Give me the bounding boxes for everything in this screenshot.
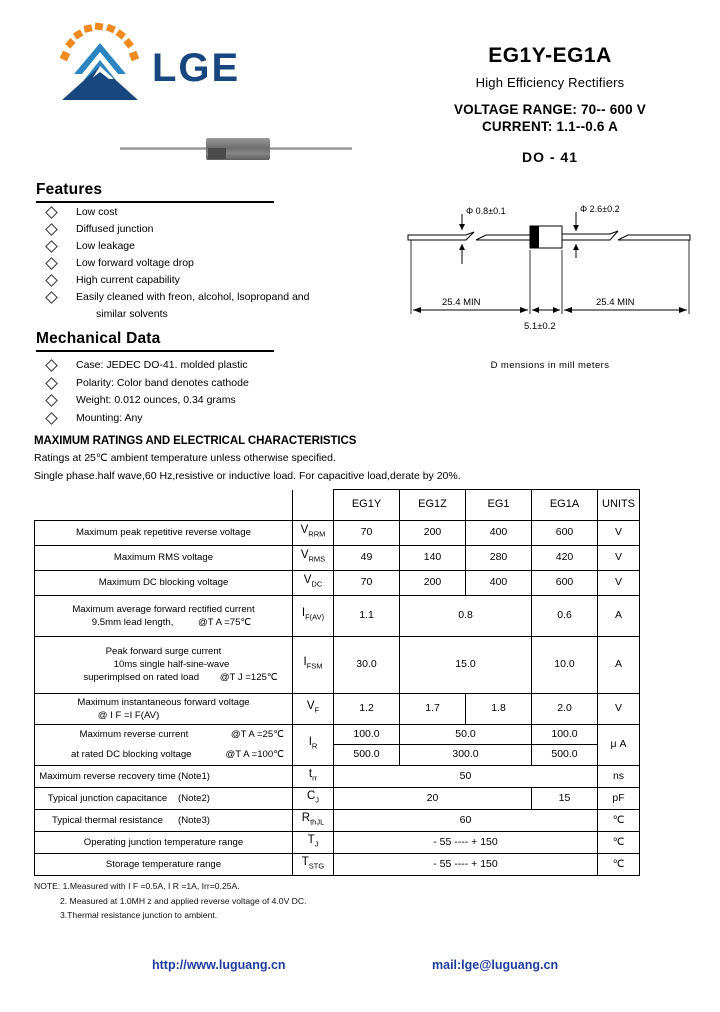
row-desc: Maximum DC blocking voltage: [35, 570, 293, 595]
row-value: 1.2: [334, 693, 400, 724]
table-row: [35, 831, 640, 853]
diamond-bullet-icon: [45, 223, 58, 236]
dim-lead-diameter-label: Φ 0.8±0.1: [466, 206, 506, 216]
row-value: 300.0: [400, 745, 532, 766]
row-value: 0.6: [532, 595, 598, 636]
row-unit: ℃: [598, 809, 640, 831]
row-unit: μ A: [598, 724, 640, 765]
diamond-bullet-icon: [45, 274, 58, 287]
features-heading-rule: [36, 201, 274, 204]
list-item: Low leakage: [36, 238, 366, 255]
row-value: 200: [400, 570, 466, 595]
table-row: [35, 853, 640, 875]
dim-left-lead-length-label: 25.4 MIN: [442, 297, 481, 308]
row-value: 400: [466, 520, 532, 545]
header-title-block: [400, 44, 700, 165]
diamond-bullet-icon: [45, 412, 58, 425]
diode-cathode-band: [208, 148, 226, 159]
row-value: 600: [532, 570, 598, 595]
row-value: 49: [334, 545, 400, 570]
row-symbol: $V_F$: [293, 693, 334, 724]
row-value: 15.0: [400, 636, 532, 693]
row-desc: at rated DC blocking voltage @T A =100℃: [35, 745, 293, 766]
row-desc: Maximum peak repetitive reverse voltage: [35, 520, 293, 545]
table-row: [35, 765, 640, 787]
row-unit: V: [598, 693, 640, 724]
features-heading: Features: [36, 181, 276, 202]
row-value: 1.1: [334, 595, 400, 636]
table-row: [35, 570, 640, 595]
row-symbol: $C_J$: [293, 787, 334, 809]
row-unit: A: [598, 636, 640, 693]
table-row: [35, 693, 640, 724]
ratings-condition-line-2: Single phase.half wave,60 Hz,resistive or inductive load. For capacitive load,derate by 20%.: [34, 470, 461, 482]
row-unit: pF: [598, 787, 640, 809]
row-value: 70: [334, 520, 400, 545]
row-value: 100.0: [334, 724, 400, 745]
row-value: 280: [466, 545, 532, 570]
row-symbol: $t_{rr}$: [293, 765, 334, 787]
drawing-caption: D mensions in mill meters: [490, 360, 610, 371]
table-header-eg1y: EG1Y: [334, 490, 400, 521]
table-row: [35, 520, 640, 545]
row-symbol: $I_R$: [293, 724, 334, 765]
row-value: 1.8: [466, 693, 532, 724]
table-header-eg1z: EG1Z: [400, 490, 466, 521]
row-unit: ℃: [598, 831, 640, 853]
row-symbol: $V_{RRM}$: [293, 520, 334, 545]
table-header-symbol-blank: [293, 490, 334, 521]
row-unit: ns: [598, 765, 640, 787]
mountain-arc-logo-icon: [52, 22, 148, 102]
diamond-bullet-icon: [45, 394, 58, 407]
list-item: Low forward voltage drop: [36, 255, 366, 272]
row-unit: A: [598, 595, 640, 636]
row-symbol: $V_{DC}$: [293, 570, 334, 595]
row-unit: V: [598, 520, 640, 545]
row-value: 70: [334, 570, 400, 595]
row-unit: V: [598, 570, 640, 595]
row-symbol: $T_{STG}$: [293, 853, 334, 875]
row-unit: V: [598, 545, 640, 570]
row-desc: Operating junction temperature range: [35, 831, 293, 853]
table-row: [35, 809, 640, 831]
row-value: 400: [466, 570, 532, 595]
row-value: 500.0: [334, 745, 400, 766]
row-value: 15: [532, 787, 598, 809]
footnote-3: 3.Thermal resistance junction to ambient.: [60, 910, 218, 920]
page-title: EG1Y-EG1A: [488, 44, 612, 67]
row-value: 200: [400, 520, 466, 545]
row-value: 60: [334, 809, 598, 831]
table-row: [35, 545, 640, 570]
table-row: [35, 595, 640, 636]
voltage-range-label: VOLTAGE RANGE: 70-- 600 V: [453, 102, 647, 117]
mechanical-data-list: [36, 357, 366, 427]
table-row: [35, 787, 640, 809]
list-item: Case: JEDEC DO-41. molded plastic: [36, 357, 366, 375]
row-value: 20: [334, 787, 532, 809]
table-header-row: [35, 490, 640, 521]
page-subtitle: High Efficiency Rectifiers: [475, 75, 625, 90]
row-value: 2.0: [532, 693, 598, 724]
row-desc: Storage temperature range: [35, 853, 293, 875]
features-list: [36, 204, 366, 323]
row-value: 10.0: [532, 636, 598, 693]
table-row: [35, 745, 640, 766]
list-item: Polarity: Color band denotes cathode: [36, 375, 366, 393]
footnotes-block: [34, 879, 307, 923]
row-desc: Maximum average forward rectified current 9.5mm lead length, @T A =75℃: [35, 595, 293, 636]
row-desc: Typical thermal resistance (Note3): [35, 809, 293, 831]
mechanical-data-heading: Mechanical Data: [36, 330, 276, 351]
row-symbol: $R_{thJL}$: [293, 809, 334, 831]
row-symbol: $I_{F(AV)}$: [293, 595, 334, 636]
row-desc: Maximum reverse current @T A =25℃: [35, 724, 293, 745]
dim-body-diameter-label: Φ 2.6±0.2: [580, 204, 620, 214]
row-value: 420: [532, 545, 598, 570]
row-value: 30.0: [334, 636, 400, 693]
row-value: - 55 ---- + 150: [334, 831, 598, 853]
list-item: Mounting: Any: [36, 410, 366, 428]
diamond-bullet-icon: [45, 206, 58, 219]
row-desc: Typical junction capacitance (Note2): [35, 787, 293, 809]
footnote-2: 2. Measured at 1.0MH z and applied reverse voltage of 4.0V DC.: [60, 895, 307, 906]
brand-logo-block: [52, 22, 352, 106]
row-desc: Maximum RMS voltage: [35, 545, 293, 570]
row-desc: Maximum reverse recovery time (Note1): [35, 765, 293, 787]
row-value: - 55 ---- + 150: [334, 853, 598, 875]
diamond-bullet-icon: [45, 359, 58, 372]
table-header-blank: [35, 490, 293, 521]
website-link[interactable]: http://www.luguang.cn: [152, 958, 286, 972]
table-row: [35, 636, 640, 693]
list-item: Weight: 0.012 ounces, 0.34 grams: [36, 392, 366, 410]
row-desc: Peak forward surge current 10ms single half-sine-wave superimplsed on rated load @T J =125℃: [35, 636, 293, 693]
list-item: High current capability: [36, 272, 366, 289]
brand-name: LGE: [152, 46, 241, 90]
row-symbol: $T_J$: [293, 831, 334, 853]
row-value: 500.0: [532, 745, 598, 766]
row-value: 600: [532, 520, 598, 545]
package-dimension-drawing: [404, 196, 696, 346]
diamond-bullet-icon: [45, 377, 58, 390]
diamond-bullet-icon: [45, 257, 58, 270]
diamond-bullet-icon: [45, 240, 58, 253]
row-symbol: $I_{FSM}$: [293, 636, 334, 693]
current-range-label: CURRENT: 1.1--0.6 A: [481, 119, 619, 134]
ratings-condition-line-1: Ratings at 25℃ ambient temperature unless otherwise specified.: [34, 452, 336, 464]
table-header-units: UNITS: [598, 490, 640, 521]
package-label: DO - 41: [521, 149, 578, 165]
row-value: 140: [400, 545, 466, 570]
axial-diode-photo: [120, 130, 352, 168]
mechanical-heading-rule: [36, 350, 274, 353]
dim-right-lead-length-label: 25.4 MIN: [596, 297, 635, 308]
diamond-bullet-icon: [45, 291, 58, 304]
table-row: [35, 724, 640, 745]
table-header-eg1a: EG1A: [532, 490, 598, 521]
row-value: 50.0: [400, 724, 532, 745]
row-unit: ℃: [598, 853, 640, 875]
list-item: Easily cleaned with freon, alcohol, lsopropand and similar solvents: [36, 289, 366, 323]
row-value: 100.0: [532, 724, 598, 745]
table-header-eg1: EG1: [466, 490, 532, 521]
email-link[interactable]: mail:lge@luguang.cn: [432, 958, 559, 972]
diode-lead-left: [120, 147, 208, 150]
specifications-table: [34, 489, 640, 876]
row-value: 0.8: [400, 595, 532, 636]
ratings-section-title: MAXIMUM RATINGS AND ELECTRICAL CHARACTERISTICS: [34, 435, 357, 447]
diode-lead-right: [268, 147, 352, 150]
row-symbol: $V_{RMS}$: [293, 545, 334, 570]
list-item: Low cost: [36, 204, 366, 221]
row-desc: Maximum instantaneous forward voltage @ I F =I F(AV): [35, 693, 293, 724]
row-value: 50: [334, 765, 598, 787]
dim-body-length-label: 5.1±0.2: [524, 321, 556, 332]
footnote-1: NOTE: 1.Measured with I F =0.5A, I R =1A, Irr=0.25A.: [34, 881, 240, 891]
row-value: 1.7: [400, 693, 466, 724]
list-item: Diffused junction: [36, 221, 366, 238]
